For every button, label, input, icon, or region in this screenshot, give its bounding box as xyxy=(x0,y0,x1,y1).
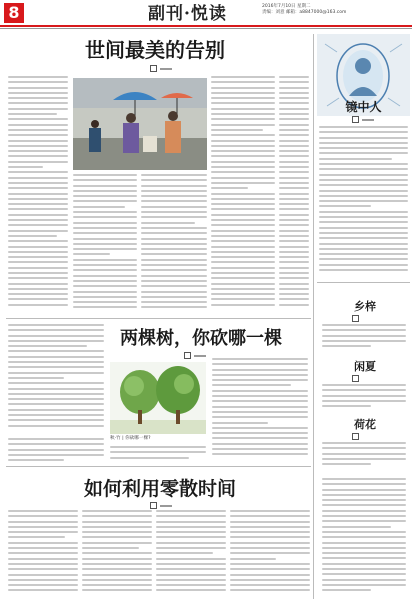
page-number: 8 xyxy=(4,3,24,23)
header-info xyxy=(262,4,346,16)
article-3-photo-caption: 秋·竹 | 你砍哪一棵? xyxy=(110,436,151,441)
article-5-headline: 闲夏 xyxy=(354,360,376,373)
column-divider xyxy=(313,34,314,599)
article-1-column-3 xyxy=(141,174,207,314)
article-1-column-4 xyxy=(211,76,275,314)
header-date: 2016年7月10日 星期二 xyxy=(262,4,311,9)
article-7-column-2 xyxy=(82,510,152,596)
article-7-column-5 xyxy=(322,478,406,596)
article-3-column-1-cont xyxy=(8,438,104,464)
header-thin-rule xyxy=(0,28,412,29)
article-6-body xyxy=(322,442,406,472)
article-4-body xyxy=(322,324,406,354)
article-3-caption-text xyxy=(110,446,206,464)
section-title: 副刊·悦读 xyxy=(148,4,227,24)
article-2-byline xyxy=(352,116,374,125)
article-divider-1 xyxy=(6,318,311,319)
article-7-column-3 xyxy=(156,510,226,596)
header-rule xyxy=(0,25,412,27)
article-7-column-4 xyxy=(230,510,310,596)
article-1-column-1 xyxy=(8,76,68,314)
article-1-headline: 世间最美的告别 xyxy=(85,38,225,62)
article-1-photo xyxy=(73,78,207,170)
article-3-column-1 xyxy=(8,324,104,434)
article-6-byline xyxy=(352,433,362,442)
article-1-column-5 xyxy=(279,76,309,314)
article-3-byline xyxy=(184,352,206,361)
header-contact: 责编：刘意 邮箱：a8847000@163.com xyxy=(262,10,347,15)
article-6-headline: 荷花 xyxy=(354,418,376,431)
article-7-headline: 如何利用零散时间 xyxy=(84,478,237,500)
article-5-body xyxy=(322,384,406,410)
article-divider-2 xyxy=(6,466,311,467)
article-4-headline: 乡梓 xyxy=(354,300,376,313)
article-4-byline xyxy=(352,315,362,324)
article-3-column-2 xyxy=(212,358,308,464)
article-3-headline: 两棵树，你砍哪一棵 xyxy=(120,328,282,349)
article-1-column-2 xyxy=(73,174,137,314)
article-2-headline: 镜中人 xyxy=(345,100,382,114)
article-1-byline xyxy=(150,65,172,74)
sidebar-divider xyxy=(317,282,410,283)
article-2-body xyxy=(319,126,408,276)
article-7-column-1 xyxy=(8,510,78,596)
article-5-byline xyxy=(352,375,362,384)
article-3-photo xyxy=(110,362,206,434)
